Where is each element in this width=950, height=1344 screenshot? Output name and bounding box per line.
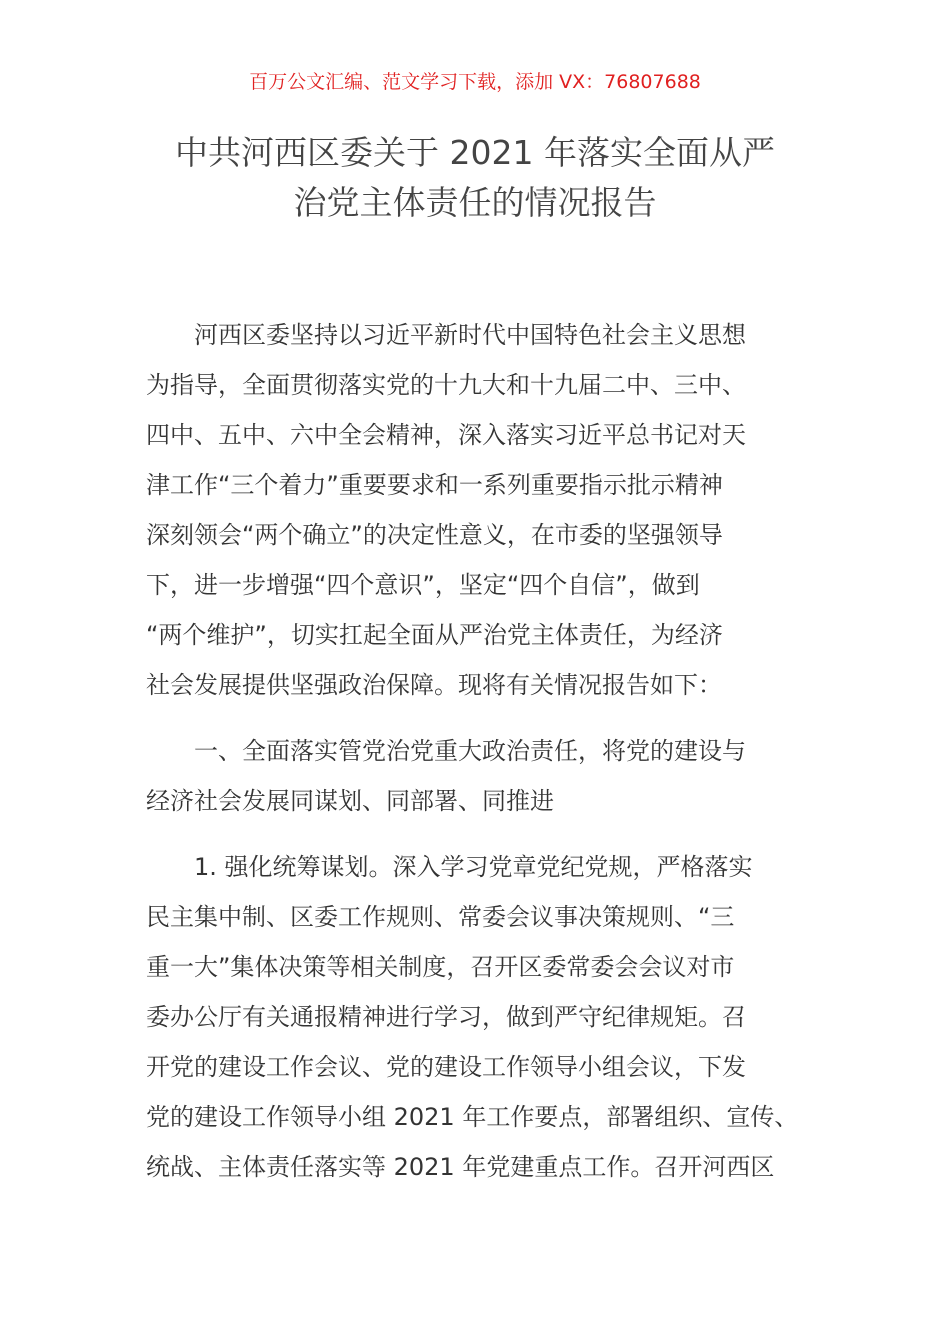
header-note: 百万公文汇编、范文学习下载，添加 VX：76807688 — [249, 71, 701, 93]
text-line: 一、全面落实管党治党重大政治责任，将党的建设与 — [146, 737, 746, 765]
text-line: 民主集中制、区委工作规则、常委会议事决策规则、“三 — [146, 903, 735, 931]
text-line: 下，进一步增强“四个意识”，坚定“四个自信”，做到 — [146, 571, 700, 599]
section-heading-1 — [146, 726, 810, 826]
document-body — [146, 310, 810, 1192]
title-line-2: 治党主体责任的情况报告 — [293, 183, 657, 222]
text-line: “两个维护”，切实扛起全面从严治党主体责任，为经济 — [146, 621, 723, 649]
text-line: 深刻领会“两个确立”的决定性意义，在市委的坚强领导 — [146, 521, 723, 549]
title-line-1: 中共河西区委关于 2021 年落实全面从严 — [175, 133, 775, 172]
text-line: 为指导，全面贯彻落实党的十九大和十九届二中、三中、 — [146, 371, 746, 399]
text-line: 重一大”集体决策等相关制度，召开区委常委会会议对市 — [146, 953, 735, 981]
text-line: 委办公厅有关通报精神进行学习，做到严守纪律规矩。召 — [146, 1003, 746, 1031]
document-title — [0, 128, 950, 228]
text-line: 统战、主体责任落实等 2021 年党建重点工作。召开河西区 — [146, 1153, 775, 1181]
paragraph-gap — [146, 826, 810, 842]
text-line: 社会发展提供坚强政治保障。现将有关情况报告如下： — [146, 671, 722, 699]
paragraph-1-1 — [146, 842, 810, 1192]
paragraph-intro — [146, 310, 810, 710]
text-line: 1. 强化统筹谋划。深入学习党章党纪党规，严格落实 — [146, 853, 753, 881]
text-line: 津工作“三个着力”重要要求和一系列重要指示批示精神 — [146, 471, 723, 499]
paragraph-gap — [146, 710, 810, 726]
text-line: 开党的建设工作会议、党的建设工作领导小组会议，下发 — [146, 1053, 746, 1081]
text-line: 四中、五中、六中全会精神，深入落实习近平总书记对天 — [146, 421, 746, 449]
text-line: 党的建设工作领导小组 2021 年工作要点，部署组织、宣传、 — [146, 1103, 799, 1131]
text-line: 河西区委坚持以习近平新时代中国特色社会主义思想 — [146, 321, 746, 349]
text-line: 经济社会发展同谋划、同部署、同推进 — [146, 787, 554, 815]
